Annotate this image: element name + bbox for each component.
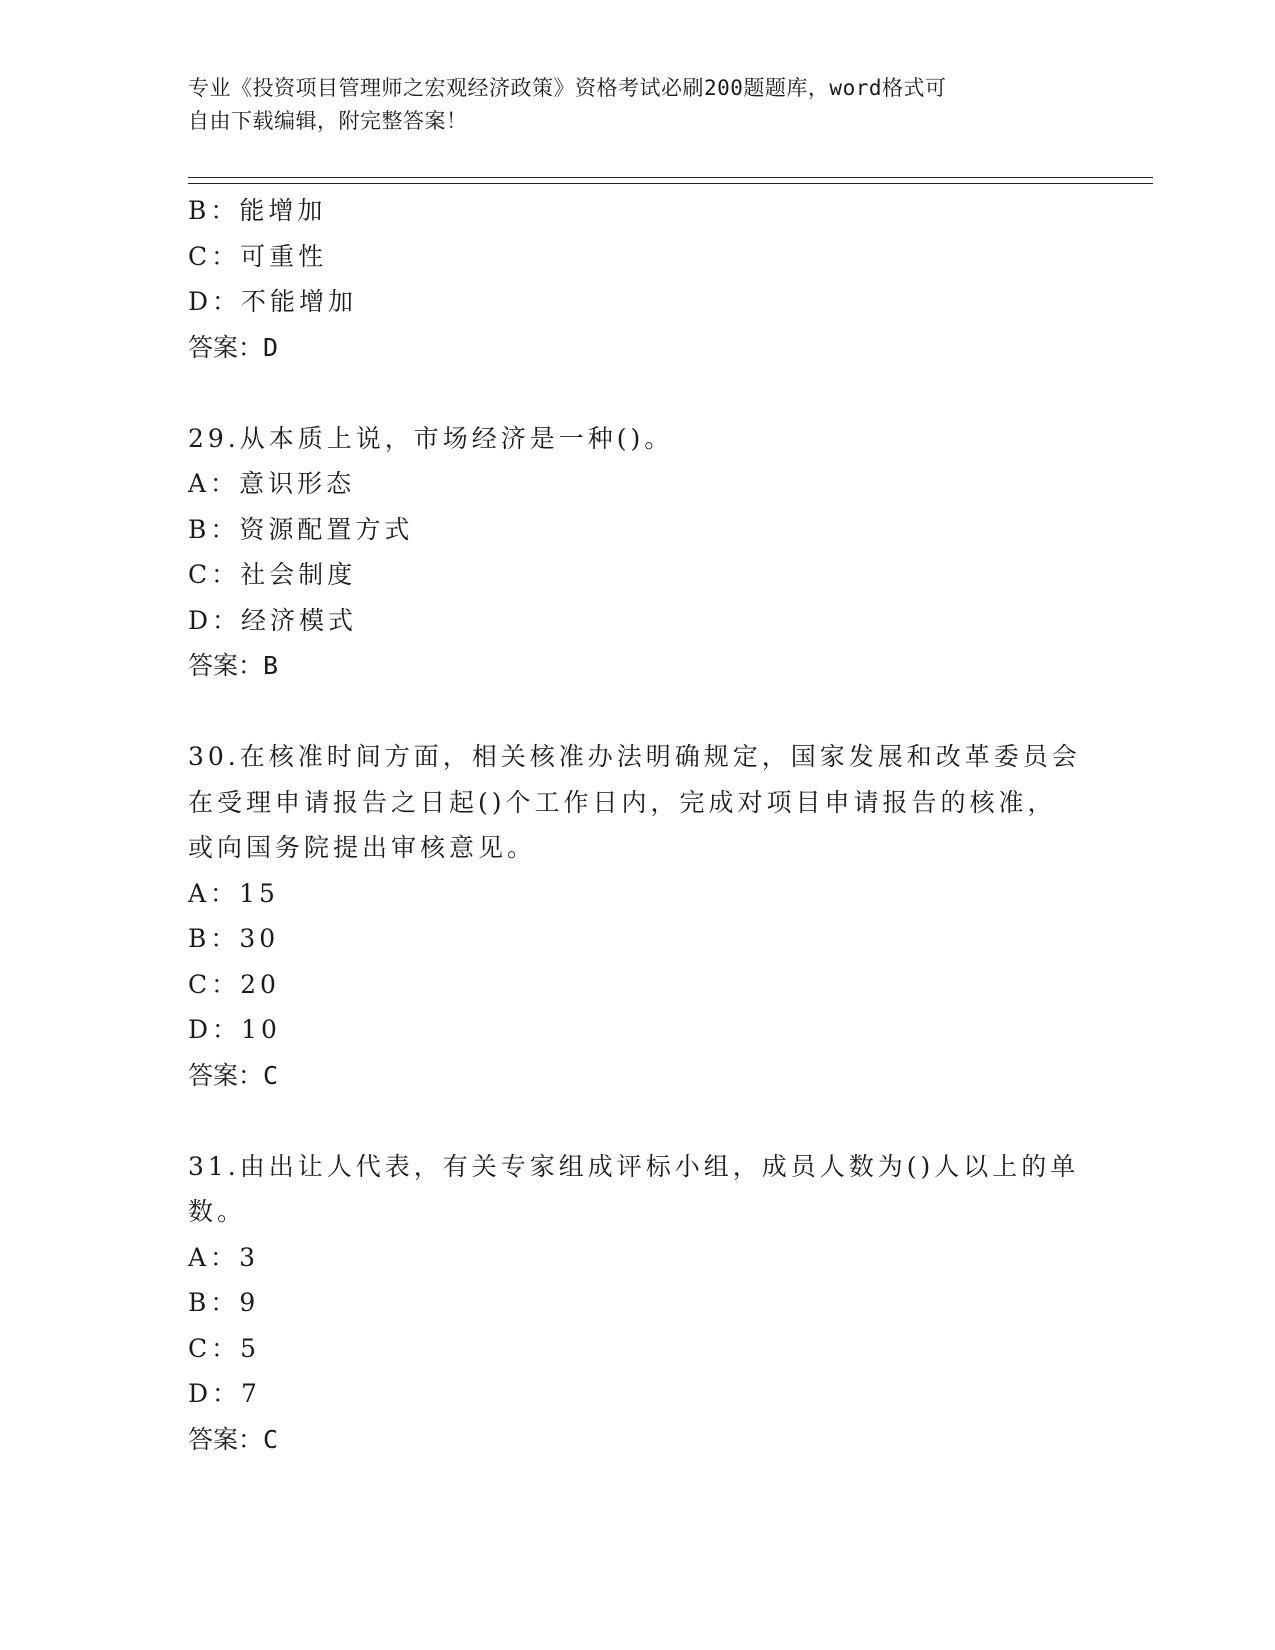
option-d: D：10 (188, 1015, 281, 1044)
question-28-tail (188, 188, 1088, 370)
question-30 (188, 734, 1088, 1098)
option-d: D：不能增加 (188, 287, 358, 316)
question-stem: 29.从本质上说，市场经济是一种()。 (188, 423, 674, 453)
option-c: C：社会制度 (188, 560, 357, 589)
question-list (188, 188, 1088, 1462)
option-d: D：7 (188, 1379, 261, 1408)
option-b: B：30 (188, 924, 280, 953)
header-divider-bottom (188, 183, 1153, 184)
question-stem-line-1: 31.由出让人代表，有关专家组成评标小组，成员人数为()人以上的单 (188, 1151, 1080, 1181)
option-d: D：经济模式 (188, 605, 358, 635)
option-a: A：意识形态 (188, 469, 356, 498)
option-c: C：20 (188, 969, 280, 999)
answer-line: 答案：B (188, 651, 279, 680)
option-b: B：资源配置方式 (188, 514, 414, 544)
answer-line: 答案：C (188, 1060, 279, 1090)
question-stem-line-3: 或向国务院提出审核意见。 (188, 833, 537, 862)
option-c: C：5 (188, 1333, 261, 1363)
header-title-line-1: 专业《投资项目管理师之宏观经济政策》资格考试必刷200题题库，word格式可 (188, 76, 947, 100)
option-b: B：9 (188, 1288, 260, 1317)
question-31 (188, 1144, 1088, 1463)
option-a: A：3 (188, 1242, 259, 1272)
question-stem-line-1: 30.在核准时间方面，相关核准办法明确规定，国家发展和改革委员会 (188, 742, 1081, 771)
header-divider-top (188, 177, 1153, 178)
answer-line: 答案：D (188, 332, 279, 362)
document-header (188, 72, 1068, 138)
header-title-line-2: 自由下载编辑，附完整答案！ (188, 109, 468, 133)
question-stem-line-2: 数。 (188, 1197, 247, 1226)
question-stem-line-2: 在受理申请报告之日起()个工作日内，完成对项目申请报告的核准， (188, 787, 1057, 817)
option-a: A：15 (188, 878, 279, 908)
answer-line: 答案：C (188, 1424, 279, 1454)
option-c: C：可重性 (188, 241, 328, 271)
question-29 (188, 416, 1088, 689)
option-b: B：能增加 (188, 196, 327, 225)
